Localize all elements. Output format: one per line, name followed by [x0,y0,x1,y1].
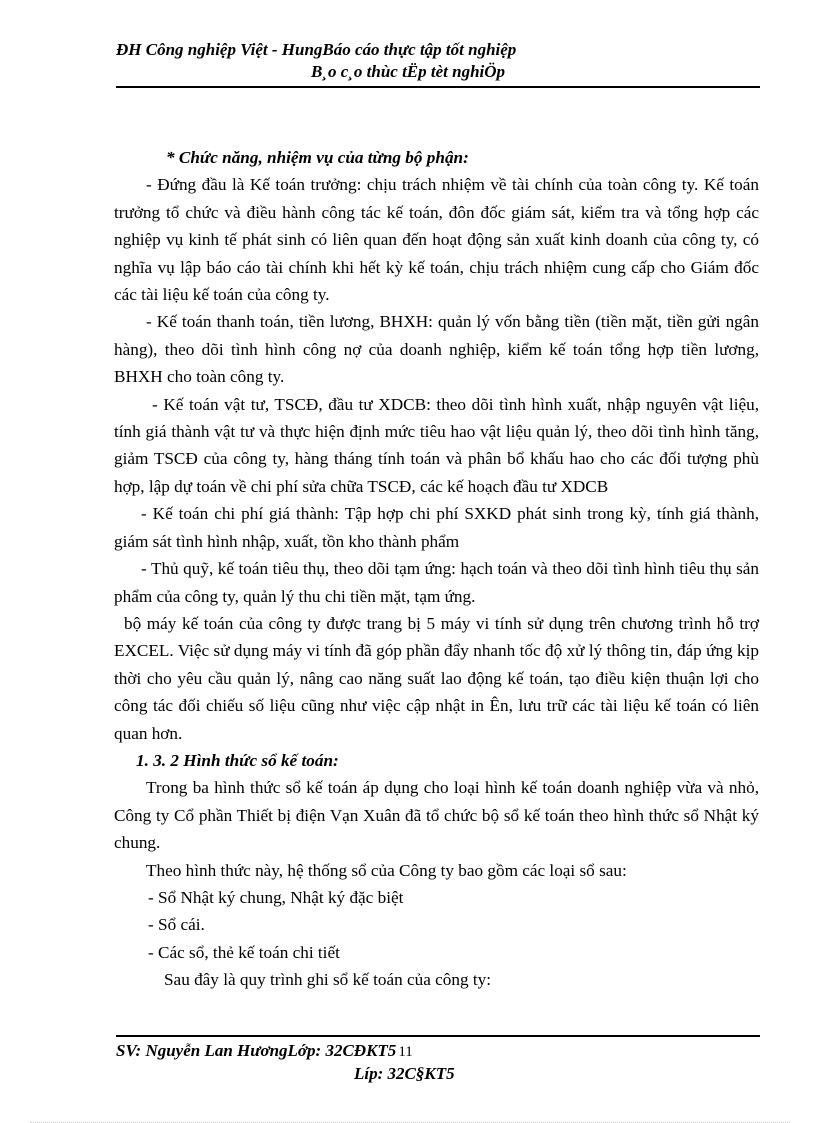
paragraph-payment-accountant: - Kế toán thanh toán, tiền lương, BHXH: quản lý vốn bằng tiền (tiền mặt, tiền gửi ngân hàng), theo dõi tình hình công nợ của doanh nghiệp, kiểm kế toán tổng hợp tiền lương, BHXH cho toàn công ty. [114,312,759,387]
heading-bookkeeping-form: 1. 3. 2 Hình thức sổ kế toán: [136,750,339,770]
list-item: - Các sổ, thẻ kế toán chi tiết [148,942,340,962]
paragraph-ledger-intro: Theo hình thức này, hệ thống sổ của Công ty bao gồm các loại sổ sau: [146,860,627,880]
paragraph-cashier: - Thủ quỹ, kế toán tiêu thụ, theo dõi tạm ứng: hạch toán và theo dõi tình hình tiêu thụ sản phẩm của công ty, quản lý thu chi tiền mặt, tạm ứng. [114,559,759,606]
paragraph-cost-accountant: - Kế toán chi phí giá thành: Tập hợp chi phí SXKD phát sinh trong kỳ, tính giá thành, giám sát tình hình nhập, xuất, tồn kho thành phẩm [114,504,759,551]
document-body [114,144,759,994]
footer-student-info [116,1041,413,1061]
list-item: - Sổ cái. [148,915,205,935]
section-title: * Chức năng, nhiệm vụ của từng bộ phận: [166,148,469,167]
paragraph-bookkeeping-form: Trong ba hình thức sổ kế toán áp dụng cho loại hình kế toán doanh nghiệp vừa và nhỏ, Công ty Cổ phần Thiết bị điện Vạn Xuân đã tổ chức bộ sổ kế toán theo hình thức sổ Nhật ký chung. [114,778,759,853]
paragraph-materials-accountant: - Kế toán vật tư, TSCĐ, đầu tư XDCB: theo dõi tình hình xuất, nhập nguyên vật liệu, tính giá thành vật tư và thực hiện định mức tiêu hao vật liệu quản lý, theo dõi tình hình tăng, giảm TSCĐ của công ty, hàng tháng tính toán và phân bổ khấu hao cho các đối tượng phù hợp, lập dự toán về chi phí sửa chữa TSCĐ, các kế hoạch đầu tư XDCB [114,394,759,496]
page-number: 11 [398,1044,413,1060]
list-item: - Sổ Nhật ký chung, Nhật ký đặc biệt [148,887,404,907]
footer-student: SV: Nguyễn Lan HươngLớp: 32CĐKT5 [116,1041,397,1060]
paragraph-chief-accountant: - Đứng đầu là Kế toán trưởng: chịu trách nhiệm về tài chính của toàn công ty. Kế toán trưởng tổ chức và điều hành công tác kế toán, đôn đốc giám sát, kiểm tra và tổng hợp các nghiệp vụ kinh tế phát sinh có liên quan đến hoạt động sản xuất kinh doanh của công ty, có nghĩa vụ lập báo cáo tài chính khi hết kỳ kế toán, chịu trách nhiệm cung cấp cho Giám đốc các tài liệu kế toán của công ty. [114,175,759,305]
header-rule [116,86,760,88]
header-title: ĐH Công nghiệp Việt - HungBáo cáo thực tập tốt nghiệp [116,40,517,59]
footer-rule [116,1035,760,1037]
header-subtitle: B¸o c¸o thùc tËp tèt nghiÖp [310,62,506,81]
footer-class: Líp: 32C§KT5 [354,1064,455,1083]
paragraph-computers: bộ máy kế toán của công ty được trang bị 5 máy vi tính sử dụng trên chương trình hỗ trợ EXCEL. Việc sử dụng máy vi tính đã góp phần đẩy nhanh tốc độ xử lý thông tin, đáp ứng kịp thời cho yêu cầu quản lý, nâng cao năng suất lao động kế toán, tạo điều kiện thuận lợi cho công tác đối chiếu số liệu cũng như việc cập nhật in Ên, lưu trữ các tài liệu kế toán có liên quan hơn. [114,613,759,743]
paragraph-procedure-intro: Sau đây là quy trình ghi sổ kế toán của công ty: [164,970,491,990]
